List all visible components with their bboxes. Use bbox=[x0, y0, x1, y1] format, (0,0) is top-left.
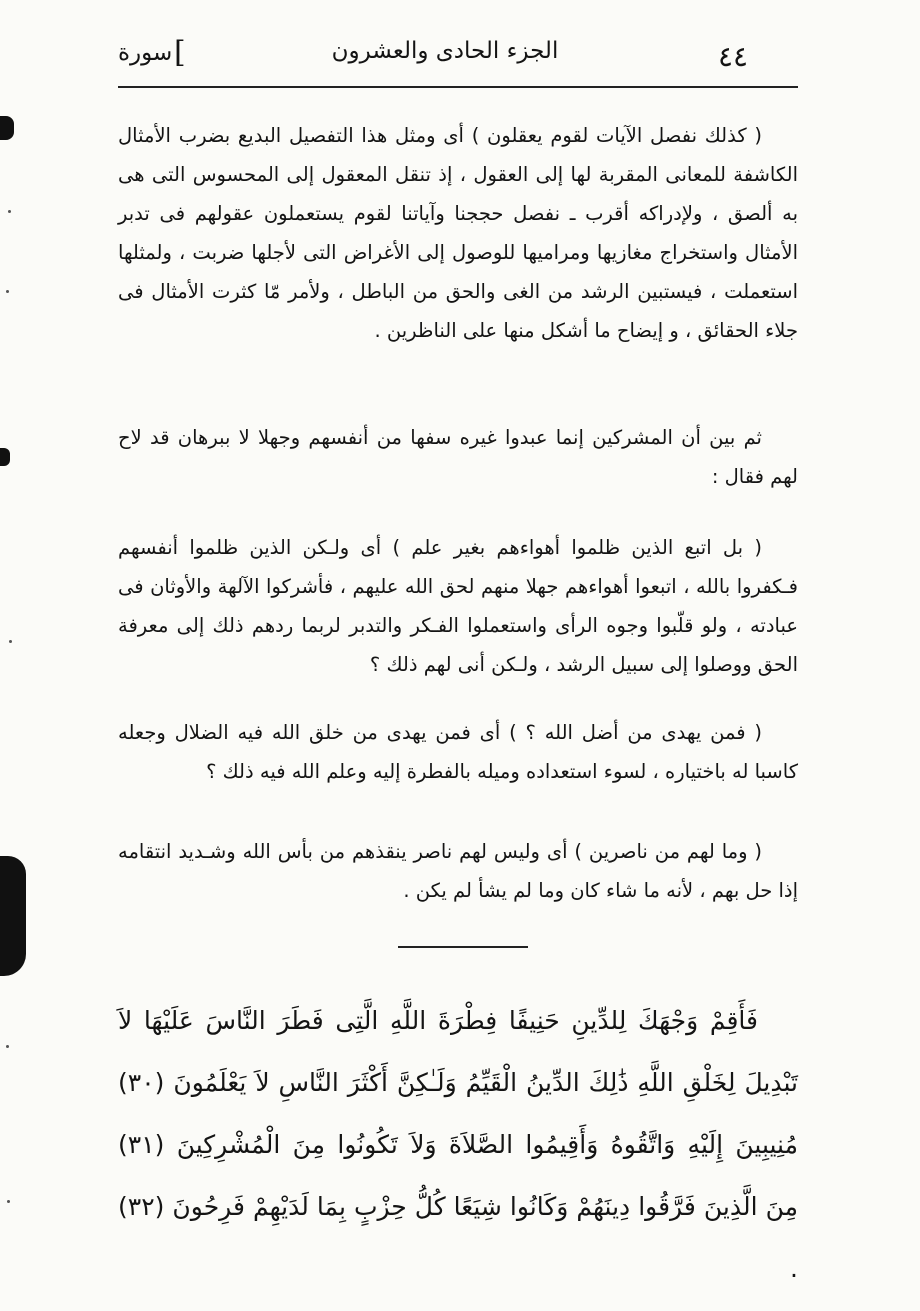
commentary-paragraph-1: ( كذلك نفصل الآيات لقوم يعقلون ) أى ومثل هذا التفصيل البديع بضرب الأمثال الكاشفة للمعانى المقربة لها إلى العقول ، إذ تنقل المعقول إلى المحسوس التى هى به ألصق ، ولإدراكه أقرب ـ نفصل حججنا وآياتنا لقوم يستعملون عقولهم فى تدبر الأمثال واستخراج مغازيها ومراميها للوصول إلى الأغراض التى لأجلها ضربت ، ولمثلها استعملت ، فيستبين الرشد من الغى والحق من الباطل ، ولأمر مّا كثرت الأمثال فى جلاء الحقائق ، و إيضاح ما أشكل منها على الناظرين . bbox=[118, 124, 798, 342]
scan-speck bbox=[6, 290, 9, 293]
running-title: الجزء الحادى والعشرون bbox=[331, 38, 559, 64]
scan-speck bbox=[8, 210, 11, 213]
scan-speck bbox=[7, 1200, 10, 1203]
section-divider bbox=[398, 946, 528, 948]
scan-speck bbox=[6, 1045, 9, 1048]
page-number: ٤٤ bbox=[718, 40, 749, 73]
surah-bracket-ornament: [ bbox=[174, 35, 186, 70]
scan-blot bbox=[0, 116, 14, 140]
commentary-paragraph-2: ثم بين أن المشركين إنما عبدوا غيره سفها من أنفسهم وجهلا لا ببرهان قد لاح لهم فقال : bbox=[118, 426, 798, 488]
commentary-paragraph-3: ( بل اتبع الذين ظلموا أهواءهم بغير علم ) أى ولـكن الذين ظلموا أنفسهم فـكفروا بالله ، اتبعوا أهواءهم جهلا منهم لحق الله عليهم ، فأشركوا الآلهة والأوثان فى عبادته ، ولو قلّبوا وجوه الرأى واستعملوا الفـكر والتدبر لربما ردهم ذلك إلى معرفة الحق ووصلوا إلى سبيل الرشد ، ولـكن أنى لهم ذلك ؟ bbox=[118, 536, 798, 676]
scan-blot bbox=[0, 856, 26, 976]
scan-blot bbox=[0, 448, 10, 466]
quran-verses-block: فَأَقِمْ وَجْهَكَ لِلدِّينِ حَنِيفًا فِطْرَةَ اللَّهِ الَّتِى فَطَرَ النَّاسَ عَلَيْهَا لاَ تَبْدِيلَ لِخَلْقِ اللَّهِ ذَٰلِكَ الدِّينُ الْقَيِّمُ وَلَـٰكِنَّ أَكْثَرَ النَّاسِ لاَ يَعْلَمُونَ (٣٠) مُنِيبِينَ إِلَيْهِ وَاتَّقُوهُ وَأَقِيمُوا الصَّلاَةَ وَلاَ تَكُونُوا مِنَ الْمُشْرِكِينَ (٣١) مِنَ الَّذِينَ فَرَّقُوا دِينَهُمْ وَكَانُوا شِيَعًا كُلُّ حِزْبٍ بِمَا لَدَيْهِمْ فَرِحُونَ (٣٢) . bbox=[118, 1006, 798, 1283]
commentary-paragraph-4: ( فمن يهدى من أضل الله ؟ ) أى فمن يهدى من خلق الله فيه الضلال وجعله كاسبا له باختياره ، لسوء استعداده وميله بالفطرة إليه وعلم الله فيه ذلك ؟ bbox=[118, 721, 798, 783]
scan-speck bbox=[9, 640, 12, 643]
header-rule bbox=[118, 86, 798, 88]
surah-label: سورة bbox=[118, 40, 173, 66]
commentary-paragraph-5: ( وما لهم من ناصرين ) أى وليس لهم ناصر ينقذهم من بأس الله وشـديد انتقامه إذا حل بهم ، لأنه ما شاء كان وما لم يشأ لم يكن . bbox=[118, 840, 798, 902]
